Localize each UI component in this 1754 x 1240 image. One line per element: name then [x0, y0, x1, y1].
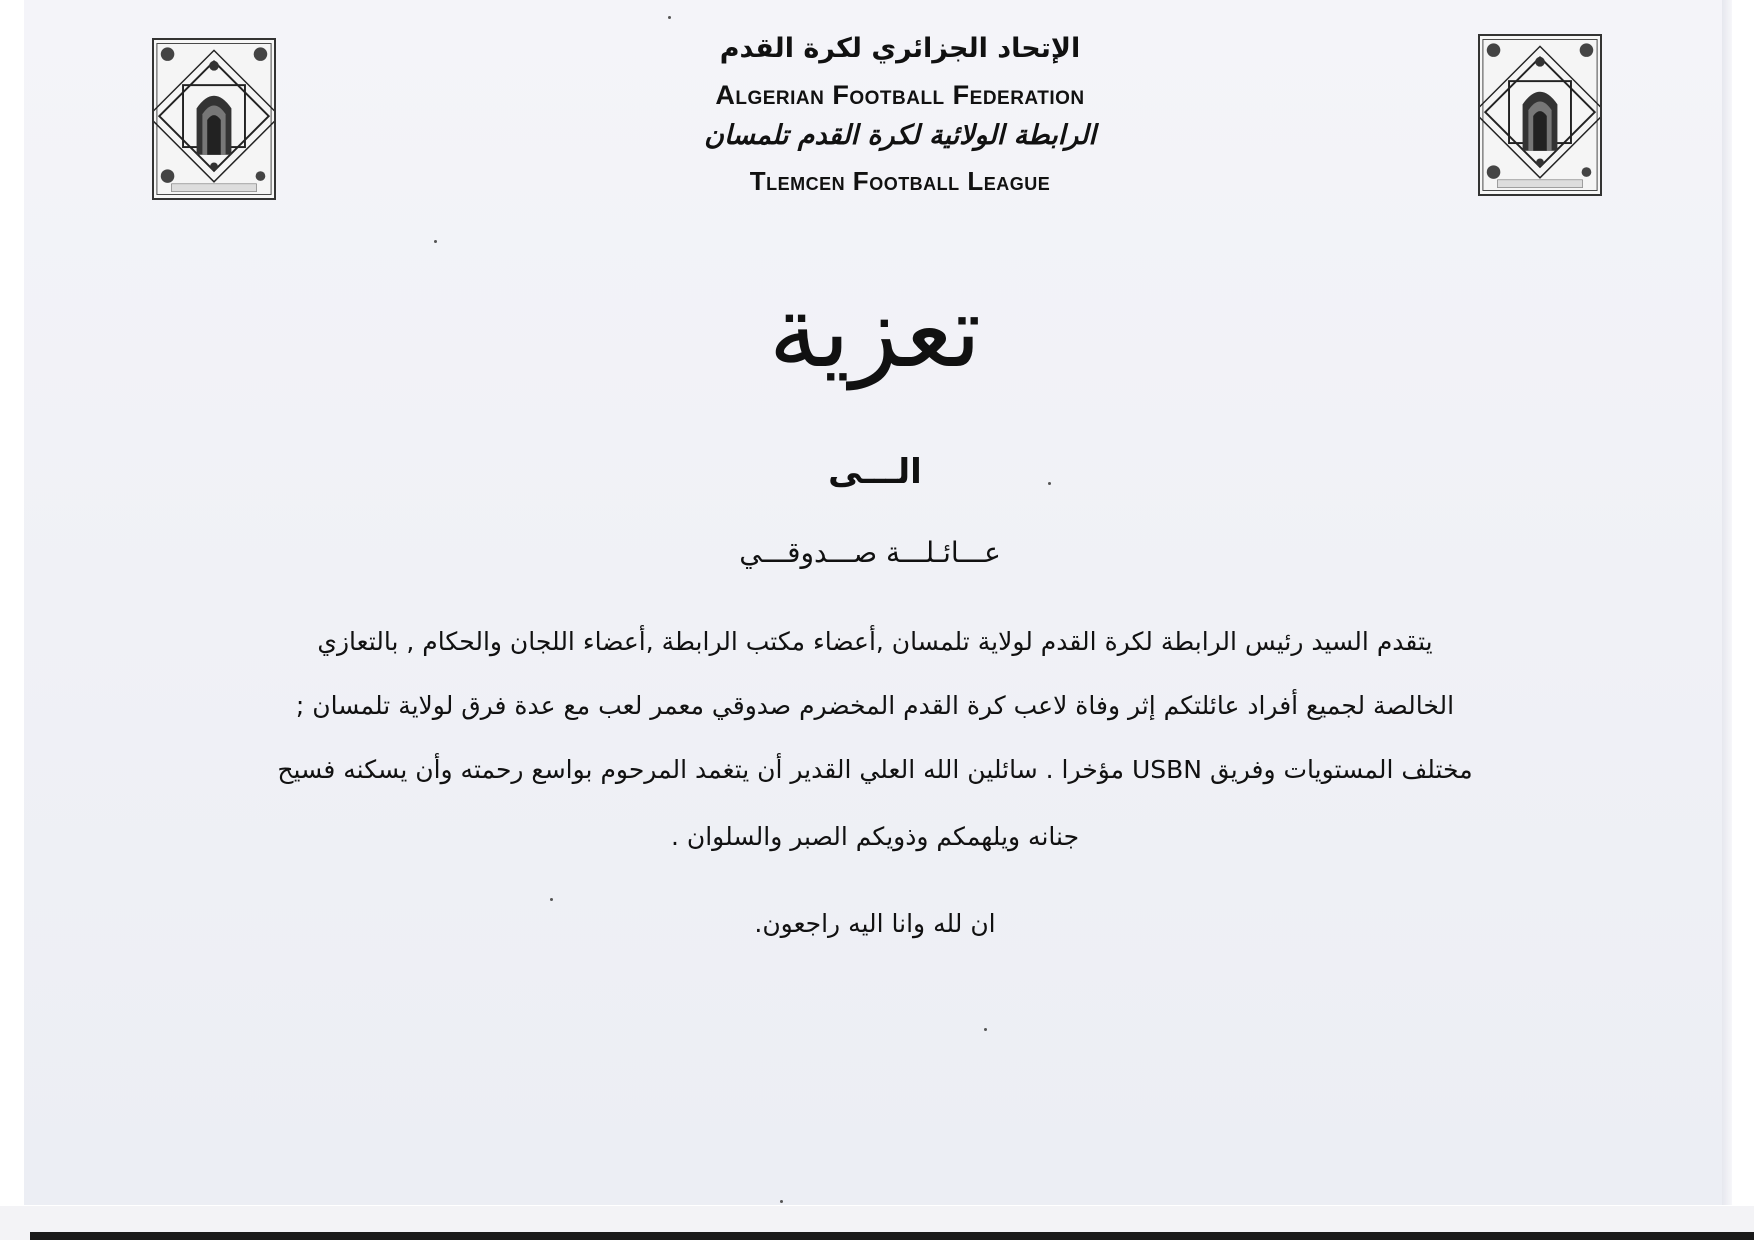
addressee-label: الـــى: [828, 452, 922, 492]
scan-speck: [780, 1200, 783, 1203]
body-line: مختلف المستويات وفريق USBN مؤخرا . سائلين الله العلي القدير أن يتغمد المرحوم بواسع رحمته وأن يسكنه فسيح: [277, 755, 1473, 784]
scan-speck: [434, 240, 437, 243]
league-emblem-icon: [154, 40, 274, 198]
recipient-name: عـــائـلـــة صـــدوقـــي: [739, 536, 1001, 569]
league-name-arabic: الرابطة الولائية لكرة القدم تلمسان: [704, 120, 1096, 151]
body-line: الخالصة لجميع أفراد عائلتكم إثر وفاة لاعب كرة القدم المخضرم صدوقي معمر لعب مع عدة فرق لولاية تلمسان ;: [295, 691, 1455, 720]
league-emblem-left: [152, 38, 276, 200]
federation-name-english: Algerian Football Federation: [715, 80, 1085, 110]
scan-speck: [550, 898, 553, 901]
scan-speck: [1048, 482, 1051, 485]
closing-phrase: ان لله وانا اليه راجعون.: [754, 909, 996, 938]
league-emblem-icon: [1480, 36, 1600, 194]
scan-speck: [668, 16, 671, 19]
league-emblem-right: [1478, 34, 1602, 196]
document-title: تعزية: [768, 273, 982, 390]
league-name-english: Tlemcen Football League: [749, 166, 1051, 196]
scan-speck: [984, 1028, 987, 1031]
body-line: يتقدم السيد رئيس الرابطة لكرة القدم لولاية تلمسان ,أعضاء مكتب الرابطة ,أعضاء اللجان والحكام , بالتعازي: [317, 627, 1433, 656]
paper-edge-shadow: [1722, 0, 1732, 1205]
scanner-edge-line: [30, 1232, 1754, 1240]
body-line: جنانه ويلهمكم وذويكم الصبر والسلوان .: [670, 822, 1080, 851]
federation-name-arabic: الإتحاد الجزائري لكرة القدم: [719, 33, 1081, 64]
